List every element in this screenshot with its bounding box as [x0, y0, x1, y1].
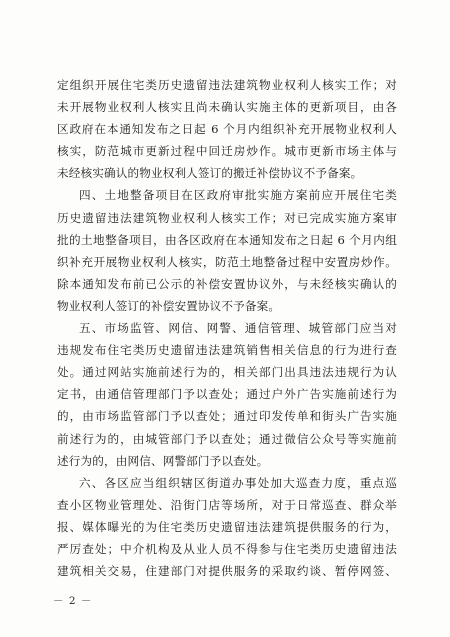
paragraph-start-line: 六、各区应当组织辖区街道办事处加大巡查力度，重点巡: [79, 475, 397, 490]
text-line: 批的土地整备项目，由各区政府在本通知发布之日起 6 个月内组: [57, 232, 397, 247]
page-number: － 2 －: [53, 595, 93, 607]
text-line: 建筑相关交易，住建部门对提供服务的采取约谈、暂停网签、: [57, 564, 397, 579]
text-line: 未开展物业权利人核实且尚未确认实施主体的更新项目，由各: [57, 100, 397, 115]
text-line: 核实，防范城市更新过程中回迁房炒作。城市更新市场主体与: [57, 144, 397, 159]
text-line: 定书，由通信管理部门予以查处；通过户外广告实施前述行为: [57, 387, 397, 402]
text-line: 织补充开展物业权利人核实，防范土地整备过程中安置房炒作。: [57, 254, 397, 269]
text-line: 处。通过网站实施前述行为的，相关部门出具违法违规行为认: [57, 365, 397, 380]
text-line: 查小区物业管理处、沿街门店等场所，对于日常巡查、群众举: [57, 497, 397, 512]
paragraph-start-line: 四、土地整备项目在区政府审批实施方案前应开展住宅类: [79, 188, 397, 203]
document-body: [57, 74, 397, 582]
text-line: 违规发布住宅类历史遗留违法建筑销售相关信息的行为进行查: [57, 343, 397, 358]
text-line: 报、媒体曝光的为住宅类历史遗留违法建筑提供服务的行为，: [57, 519, 397, 534]
text-line: 定组织开展住宅类历史遗留违法建筑物业权利人核实工作；对: [57, 78, 397, 92]
text-line: 前述行为的，由城管部门予以查处；通过微信公众号等实施前: [57, 431, 397, 446]
paragraph-start-line: 五、市场监管、网信、网警、通信管理、城管部门应当对: [79, 321, 397, 336]
text-line: 历史遗留违法建筑物业权利人核实工作；对已完成实施方案审: [57, 210, 397, 225]
text-line: 区政府在本通知发布之日起 6 个月内组织补充开展物业权利人: [57, 122, 397, 137]
text-line: 除本通知发布前已公示的补偿安置协议外，与未经核实确认的: [57, 276, 397, 291]
text-line: 严厉查处；中介机构及从业人员不得参与住宅类历史遗留违法: [57, 541, 397, 556]
text-line: 物业权利人签订的补偿安置协议不予备案。: [57, 298, 281, 313]
text-line: 的，由市场监管部门予以查处；通过印发传单和街头广告实施: [57, 409, 397, 424]
text-line: 未经核实确认的物业权利人签订的搬迁补偿协议不予备案。: [57, 166, 363, 181]
text-line: 述行为的，由网信、网警部门予以查处。: [57, 453, 269, 468]
